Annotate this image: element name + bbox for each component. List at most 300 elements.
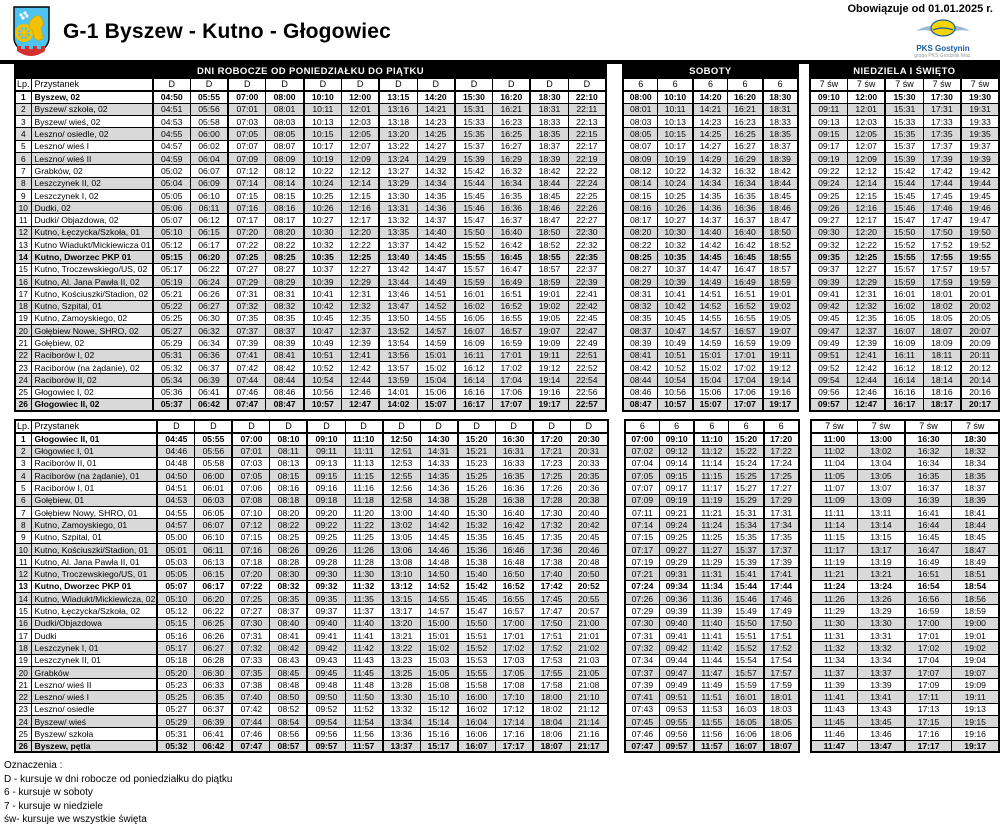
time-cell: 16:14 (885, 374, 923, 386)
time-cell: 04:59 (153, 152, 191, 164)
time-cell: 17:07 (493, 398, 531, 410)
time-cell: 17:06 (493, 386, 531, 398)
time-cell: 10:37 (658, 263, 693, 275)
table-row (625, 740, 799, 752)
row-number-cell: 24 (15, 374, 31, 386)
time-cell: 16:11 (455, 349, 493, 361)
time-cell: 12:39 (848, 337, 886, 349)
time-cell: 11:14 (694, 457, 729, 469)
time-cell: 15:26 (458, 482, 496, 494)
stop-name-cell: Raciborów I, 02 (31, 349, 153, 361)
time-cell: 19:52 (961, 239, 999, 251)
time-cell: 06:05 (195, 507, 233, 519)
time-cell: 07:26 (625, 593, 660, 605)
time-cell: 18:06 (533, 728, 571, 740)
time-cell: 15:35 (729, 531, 764, 543)
time-cell: 09:36 (660, 593, 695, 605)
time-cell: 11:15 (345, 470, 382, 482)
day-symbol-header: 6 (764, 420, 799, 433)
table-row (811, 691, 999, 703)
table-row (15, 103, 606, 115)
time-cell: 18:44 (530, 177, 568, 189)
time-cell: 11:27 (694, 543, 729, 555)
time-cell: 13:30 (379, 189, 417, 201)
time-cell: 06:04 (190, 152, 228, 164)
band-label: NIEDZIELA I ŚWIĘTO (810, 65, 999, 78)
time-cell: 16:30 (905, 433, 952, 445)
time-cell: 18:54 (952, 580, 999, 592)
time-cell: 13:20 (379, 128, 417, 140)
time-cell: 17:25 (764, 470, 799, 482)
time-cell: 11:14 (811, 519, 858, 531)
time-cell: 22:42 (568, 300, 606, 312)
time-cell: 17:57 (923, 263, 961, 275)
time-cell: 18:42 (763, 165, 798, 177)
time-cell: 15:47 (458, 605, 496, 617)
time-cell: 18:30 (763, 91, 798, 103)
time-cell: 07:20 (232, 568, 270, 580)
time-cell: 16:20 (493, 91, 531, 103)
time-cell: 14:02 (379, 398, 417, 410)
time-cell: 09:41 (307, 629, 345, 641)
time-cell: 16:31 (495, 445, 533, 457)
time-cell: 09:51 (810, 349, 848, 361)
time-cell: 15:46 (455, 202, 493, 214)
table-row (15, 337, 606, 349)
time-cell: 12:20 (848, 226, 886, 238)
time-cell: 15:05 (420, 666, 458, 678)
time-cell: 15:55 (455, 251, 493, 263)
row-number-cell: 21 (15, 337, 31, 349)
table-row (15, 300, 606, 312)
time-cell: 12:20 (341, 226, 379, 238)
time-cell: 14:52 (420, 580, 458, 592)
row-number-cell: 3 (15, 457, 31, 469)
time-cell: 11:19 (811, 556, 858, 568)
time-cell: 18:35 (763, 128, 798, 140)
time-cell: 04:48 (157, 457, 195, 469)
time-cell: 10:11 (304, 103, 342, 115)
time-cell: 16:21 (493, 103, 531, 115)
time-cell: 07:37 (228, 325, 266, 337)
time-cell: 16:35 (905, 470, 952, 482)
table-row (15, 128, 606, 140)
time-cell: 08:56 (270, 728, 308, 740)
time-cell: 07:14 (625, 519, 660, 531)
time-cell: 12:27 (341, 263, 379, 275)
time-cell: 08:44 (623, 374, 658, 386)
time-cell: 14:55 (693, 312, 728, 324)
table-row (625, 654, 799, 666)
stop-name-cell: Leszno/ osiedle (31, 703, 157, 715)
time-cell: 13:29 (379, 177, 417, 189)
time-cell: 05:31 (153, 349, 191, 361)
time-cell: 12:50 (383, 433, 421, 445)
time-cell: 15:44 (885, 177, 923, 189)
stop-name-cell: Byszew/ szkoła, 02 (31, 103, 153, 115)
time-cell: 07:01 (232, 445, 270, 457)
time-cell: 19:05 (763, 312, 798, 324)
time-cell: 08:30 (270, 568, 308, 580)
time-cell: 05:03 (157, 556, 195, 568)
time-cell: 15:20 (729, 433, 764, 445)
legend-title: Oznaczenia : (4, 760, 63, 772)
time-cell: 07:05 (232, 470, 270, 482)
time-cell: 05:00 (157, 531, 195, 543)
time-cell: 06:32 (190, 325, 228, 337)
day-symbol-header: 6 (623, 78, 658, 91)
time-cell: 05:32 (153, 362, 191, 374)
row-number-cell: 6 (15, 152, 31, 164)
time-cell: 11:19 (694, 494, 729, 506)
time-cell: 20:09 (961, 337, 999, 349)
valid-from-label: Obowiązuje od 01.01.2025 r. (847, 3, 993, 15)
time-cell: 07:35 (232, 666, 270, 678)
time-cell: 13:44 (379, 275, 417, 287)
time-cell: 16:59 (493, 337, 531, 349)
time-cell: 05:12 (153, 239, 191, 251)
stop-name-cell: Leszno/ wieś I (31, 140, 153, 152)
day-symbol-header: D (157, 420, 195, 433)
time-cell: 19:44 (961, 177, 999, 189)
time-cell: 07:21 (625, 568, 660, 580)
time-cell: 21:17 (570, 740, 608, 752)
stop-name-cell: Kutno Wiadukt/Mickiewicza 01 (31, 239, 153, 251)
time-cell: 11:30 (811, 617, 858, 629)
time-cell: 04:51 (157, 482, 195, 494)
time-cell: 11:09 (811, 494, 858, 506)
time-cell: 17:31 (764, 507, 799, 519)
time-cell: 19:05 (530, 312, 568, 324)
time-cell: 18:30 (952, 433, 999, 445)
time-cell: 15:37 (885, 140, 923, 152)
time-cell: 08:05 (623, 128, 658, 140)
time-cell: 13:34 (383, 716, 421, 728)
time-cell: 15:44 (455, 177, 493, 189)
table-row (625, 605, 799, 617)
table-row (15, 239, 606, 251)
time-cell: 14:40 (420, 507, 458, 519)
time-cell: 18:30 (530, 91, 568, 103)
time-cell: 15:31 (885, 103, 923, 115)
time-cell: 11:39 (811, 679, 858, 691)
time-cell: 09:42 (660, 642, 695, 654)
row-number-cell: 26 (15, 398, 31, 410)
time-cell: 15:45 (455, 189, 493, 201)
time-cell: 09:47 (660, 666, 695, 678)
day-symbol-header: D (228, 78, 266, 91)
time-cell: 11:24 (811, 580, 858, 592)
day-symbol-header: D (495, 420, 533, 433)
route-title: G-1 Byszew - Kutno - Głogowiec (63, 20, 392, 43)
time-cell: 22:47 (568, 325, 606, 337)
time-cell: 16:42 (728, 239, 763, 251)
table-row (810, 312, 999, 324)
time-cell: 08:46 (266, 386, 304, 398)
table-row (15, 531, 608, 543)
time-cell: 10:26 (304, 202, 342, 214)
table-row (625, 728, 799, 740)
time-cell: 13:22 (379, 140, 417, 152)
time-cell: 18:51 (952, 568, 999, 580)
stop-name-cell: Dudki (31, 629, 157, 641)
table-row (623, 263, 798, 275)
row-number-cell: 18 (15, 300, 31, 312)
time-cell: 09:13 (307, 457, 345, 469)
time-cell: 21:14 (570, 716, 608, 728)
time-cell: 18:31 (763, 103, 798, 115)
time-cell: 16:16 (455, 386, 493, 398)
time-cell: 16:45 (728, 251, 763, 263)
time-cell: 20:16 (961, 386, 999, 398)
time-cell: 15:46 (729, 593, 764, 605)
time-cell: 08:47 (266, 398, 304, 410)
time-cell: 09:32 (307, 580, 345, 592)
table-row (15, 251, 606, 263)
time-cell: 07:22 (232, 580, 270, 592)
time-cell: 08:01 (266, 103, 304, 115)
table-row (15, 386, 606, 398)
time-cell: 07:41 (228, 349, 266, 361)
stop-name-cell: Gołębiew, 02 (31, 337, 153, 349)
time-cell: 10:30 (658, 226, 693, 238)
day-symbol-header: 7 św (961, 78, 999, 91)
time-cell: 09:10 (307, 433, 345, 445)
time-cell: 15:04 (693, 374, 728, 386)
table-row (625, 691, 799, 703)
time-cell: 21:08 (570, 679, 608, 691)
time-cell: 18:37 (952, 482, 999, 494)
time-cell: 16:09 (885, 337, 923, 349)
time-cell: 13:56 (379, 349, 417, 361)
table-row (811, 494, 999, 506)
time-cell: 07:42 (228, 362, 266, 374)
stop-name-cell: Dudki, 02 (31, 202, 153, 214)
time-cell: 13:06 (383, 543, 421, 555)
time-cell: 13:26 (858, 593, 905, 605)
time-cell: 15:35 (885, 128, 923, 140)
time-cell: 08:25 (623, 251, 658, 263)
table-row (810, 349, 999, 361)
row-number-cell: 7 (15, 165, 31, 177)
time-cell: 12:56 (383, 482, 421, 494)
time-cell: 18:46 (763, 202, 798, 214)
time-cell: 17:30 (533, 507, 571, 519)
table-row (15, 152, 606, 164)
time-cell: 19:55 (961, 251, 999, 263)
time-cell: 15:52 (729, 642, 764, 654)
time-cell: 22:39 (568, 275, 606, 287)
time-cell: 10:51 (304, 349, 342, 361)
time-cell: 12:22 (341, 239, 379, 251)
time-cell: 05:27 (153, 325, 191, 337)
time-cell: 20:45 (570, 531, 608, 543)
time-cell: 16:52 (728, 300, 763, 312)
time-cell: 13:18 (379, 116, 417, 128)
time-cell: 22:52 (568, 362, 606, 374)
day-symbol-header: 6 (693, 78, 728, 91)
table-row (15, 568, 608, 580)
stop-name-cell: Byszew/ szkoła (31, 728, 157, 740)
table-row (623, 239, 798, 251)
time-cell: 07:47 (228, 398, 266, 410)
time-cell: 11:28 (345, 556, 382, 568)
time-cell: 17:39 (923, 152, 961, 164)
time-cell: 17:42 (923, 165, 961, 177)
time-cell: 05:25 (153, 312, 191, 324)
time-cell: 16:27 (493, 140, 531, 152)
time-cell: 10:35 (304, 251, 342, 263)
time-cell: 13:20 (383, 617, 421, 629)
time-cell: 17:49 (764, 605, 799, 617)
table-row (811, 568, 999, 580)
stop-name-cell: Kutno, Łęczycka/Szkoła, 01 (31, 226, 153, 238)
time-cell: 20:57 (570, 605, 608, 617)
time-cell: 18:35 (530, 128, 568, 140)
time-cell: 08:48 (270, 679, 308, 691)
time-cell: 17:02 (728, 362, 763, 374)
time-cell: 14:25 (417, 128, 455, 140)
time-cell: 13:45 (858, 716, 905, 728)
time-cell: 20:07 (961, 325, 999, 337)
time-cell: 17:52 (533, 642, 571, 654)
time-cell: 16:36 (728, 202, 763, 214)
stop-name-cell: Leszno/ wieś II (31, 152, 153, 164)
time-cell: 08:46 (623, 386, 658, 398)
day-type-band (623, 65, 798, 78)
time-cell: 15:50 (458, 617, 496, 629)
time-cell: 12:05 (848, 128, 886, 140)
day-symbol-header: 7 św (848, 78, 886, 91)
time-cell: 15:46 (885, 202, 923, 214)
time-cell: 18:02 (923, 300, 961, 312)
time-cell: 17:13 (905, 703, 952, 715)
table-row (623, 275, 798, 287)
row-number-cell: 9 (15, 189, 31, 201)
time-cell: 19:30 (961, 91, 999, 103)
row-number-cell: 19 (15, 654, 31, 666)
day-symbol-header: 7 św (810, 78, 848, 91)
time-cell: 20:38 (570, 494, 608, 506)
time-cell: 05:37 (153, 398, 191, 410)
time-cell: 17:55 (923, 251, 961, 263)
time-cell: 18:50 (763, 226, 798, 238)
table-row (623, 312, 798, 324)
time-cell: 14:29 (693, 152, 728, 164)
time-cell: 09:13 (810, 116, 848, 128)
time-cell: 17:45 (923, 189, 961, 201)
time-cell: 05:15 (157, 617, 195, 629)
time-cell: 09:24 (660, 519, 695, 531)
time-cell: 16:39 (905, 494, 952, 506)
table-row (15, 116, 606, 128)
time-cell: 08:47 (623, 398, 658, 410)
table-row (15, 275, 606, 287)
time-cell: 15:22 (729, 445, 764, 457)
time-cell: 17:00 (495, 617, 533, 629)
row-number-cell: 25 (15, 386, 31, 398)
time-cell: 08:40 (270, 617, 308, 629)
time-cell: 09:12 (660, 445, 695, 457)
time-cell: 08:13 (270, 457, 308, 469)
row-number-cell: 24 (15, 716, 31, 728)
table-row (15, 494, 608, 506)
time-cell: 17:16 (495, 728, 533, 740)
time-cell: 07:22 (228, 239, 266, 251)
time-cell: 15:28 (458, 494, 496, 506)
table-row (15, 679, 608, 691)
time-cell: 05:27 (157, 703, 195, 715)
time-cell: 09:56 (307, 728, 345, 740)
time-cell: 13:46 (379, 288, 417, 300)
table-row (810, 337, 999, 349)
time-cell: 15:30 (458, 507, 496, 519)
time-cell: 10:39 (304, 275, 342, 287)
time-cell: 11:10 (345, 433, 382, 445)
time-cell: 19:01 (530, 288, 568, 300)
day-symbol-header: 6 (728, 78, 763, 91)
time-cell: 14:20 (417, 91, 455, 103)
time-cell: 13:43 (858, 703, 905, 715)
time-cell: 16:52 (493, 300, 531, 312)
time-cell: 06:20 (195, 593, 233, 605)
table-row (625, 494, 799, 506)
row-number-cell: 3 (15, 116, 31, 128)
time-cell: 16:32 (728, 165, 763, 177)
time-cell: 13:00 (383, 507, 421, 519)
time-cell: 11:30 (345, 568, 382, 580)
row-number-cell: 10 (15, 202, 31, 214)
time-cell: 05:55 (195, 433, 233, 445)
time-cell: 13:57 (379, 362, 417, 374)
time-cell: 17:24 (764, 457, 799, 469)
time-cell: 10:49 (658, 337, 693, 349)
stop-name-cell: Grabków, 02 (31, 165, 153, 177)
time-cell: 20:01 (961, 288, 999, 300)
time-cell: 12:09 (341, 152, 379, 164)
time-cell: 06:42 (190, 398, 228, 410)
time-cell: 20:33 (570, 457, 608, 469)
time-cell: 11:18 (345, 494, 382, 506)
table-row (15, 214, 606, 226)
time-cell: 19:59 (961, 275, 999, 287)
time-cell: 14:49 (417, 275, 455, 287)
time-cell: 12:00 (848, 91, 886, 103)
time-cell: 08:41 (266, 349, 304, 361)
time-cell: 08:42 (270, 642, 308, 654)
time-cell: 13:37 (383, 740, 421, 752)
time-cell: 15:37 (729, 543, 764, 555)
time-cell: 06:26 (190, 288, 228, 300)
time-cell: 08:32 (266, 300, 304, 312)
stop-name-cell: Gołębiew Nowe, SHRO, 02 (31, 325, 153, 337)
table-row (15, 433, 608, 445)
time-cell: 12:31 (848, 288, 886, 300)
time-cell: 09:42 (810, 300, 848, 312)
time-cell: 22:27 (568, 214, 606, 226)
table-row (625, 482, 799, 494)
table-row (15, 457, 608, 469)
time-cell: 10:47 (304, 325, 342, 337)
time-cell: 14:57 (420, 605, 458, 617)
timetable-direction-return (0, 419, 1000, 754)
time-cell: 10:25 (658, 189, 693, 201)
table-row (15, 556, 608, 568)
time-cell: 17:04 (905, 654, 952, 666)
time-cell: 13:39 (858, 679, 905, 691)
time-cell: 07:32 (232, 642, 270, 654)
time-cell: 16:35 (728, 189, 763, 201)
